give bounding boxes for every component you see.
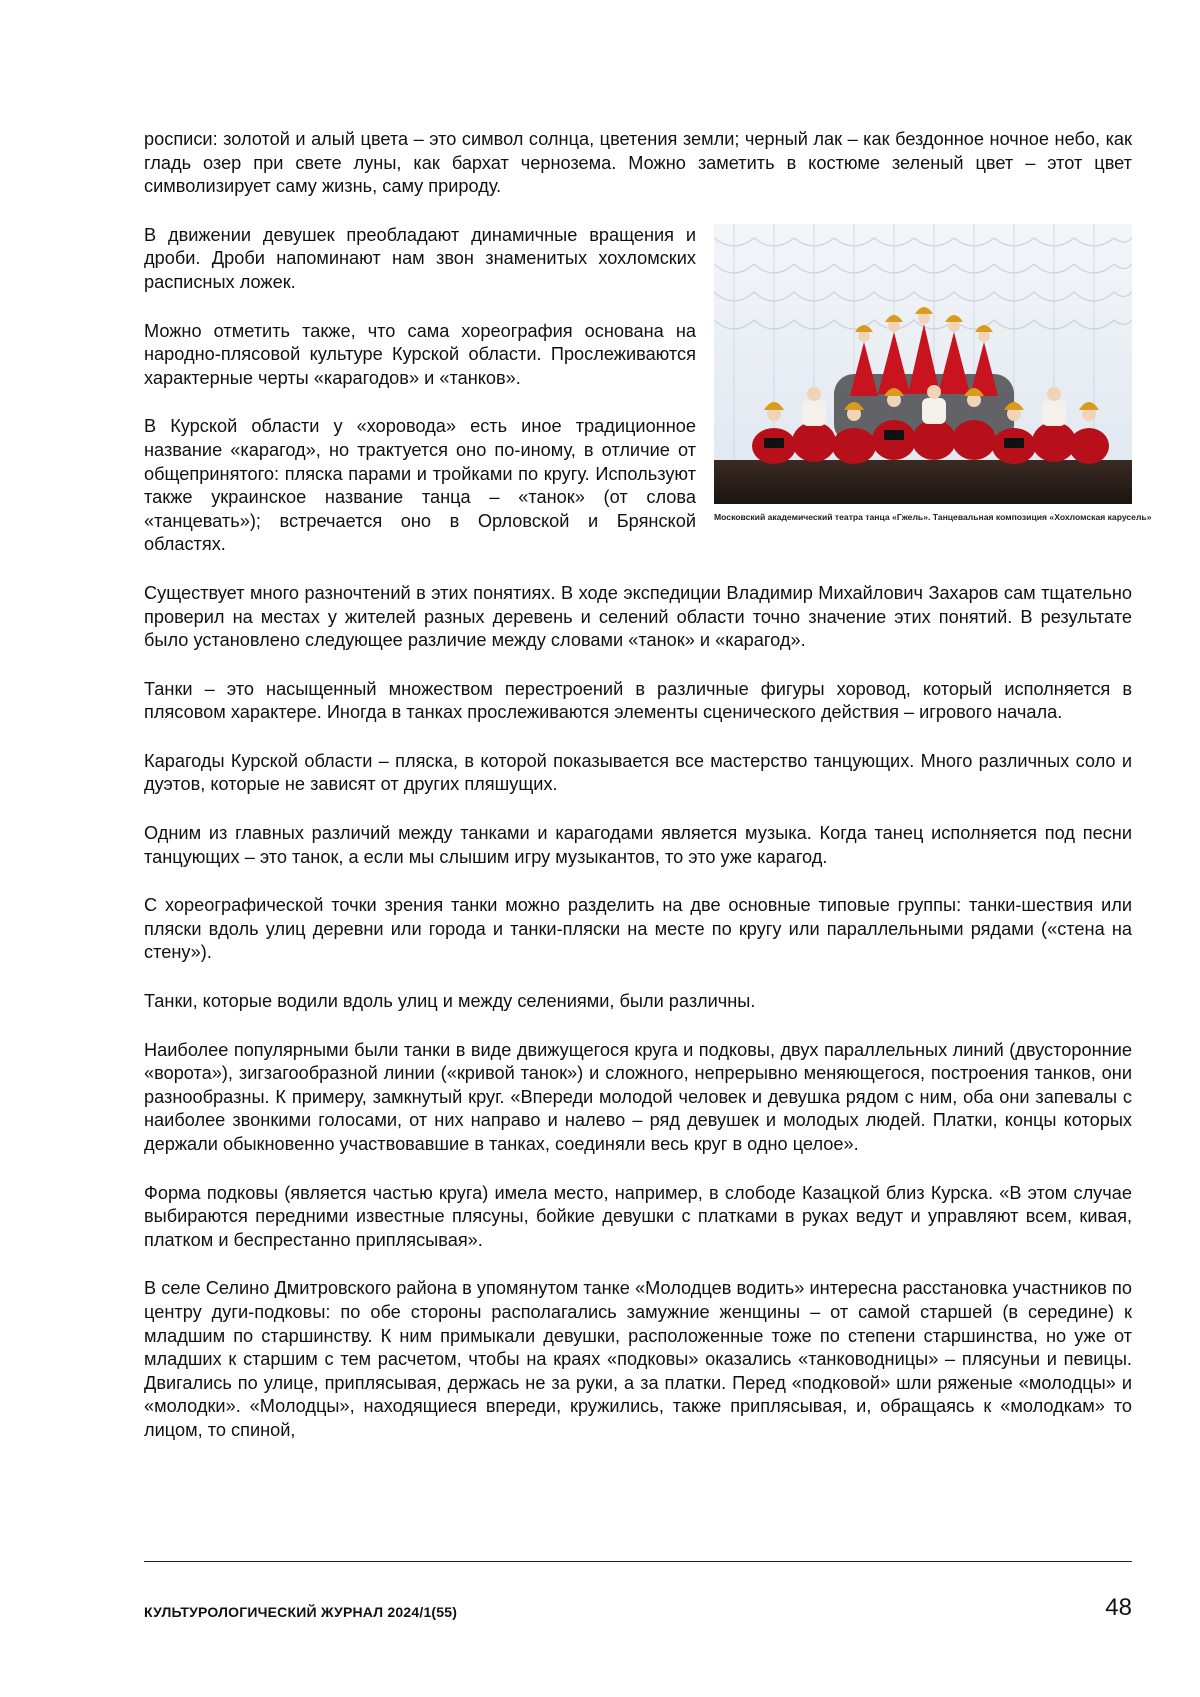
figure-text-block	[144, 224, 1152, 557]
paragraph: В Курской области у «хоровода» есть иное традиционное название «карагод», но трактуется оно по-иному, в отличие от общепринятого: пляска парами и тройками по кругу. Используют также украинское название танца – «танок» (от слова «танцевать»); встречается оно в Орловской и Брянской областях.	[144, 416, 696, 555]
footer-divider	[144, 1561, 1132, 1562]
figure	[714, 224, 1152, 523]
journal-name: КУЛЬТУРОЛОГИЧЕСКИЙ ЖУРНАЛ 2024/1(55)	[144, 1604, 458, 1620]
paragraph: Карагоды Курской области – пляска, в которой показывается все мастерство танцующих. Много различных соло и дуэтов, которые не зависят от других пляшущих.	[144, 750, 1132, 795]
paragraph: росписи: золотой и алый цвета – это символ солнца, цветения земли; черный лак – как бездонное ночное небо, как гладь озер при свете луны, как бархат чернозема. Можно заметить в костюме зеленый цвет – этот цвет символизирует саму жизнь, саму природу.	[144, 129, 1132, 197]
article-body	[144, 128, 1152, 1468]
paragraph: Наиболее популярными были танки в виде движущегося круга и подковы, двух параллельных линий (двусторонние «ворота»), зигзагообразной линии («кривой танок») и сложного, непрерывно меняющегося, построения танков, они разнообразны. К примеру, замкнутый круг. «Впереди молодой человек и девушка рядом с ним, оба они запевалы с наиболее звонкими голосами, от них направо и налево – ряд девушек и молодых людей. Платки, концы которых держали обыкновенно участвовавшие в танках, соединяли весь круг в одно целое».	[144, 1039, 1132, 1154]
paragraph: Танки, которые водили вдоль улиц и между селениями, были различны.	[144, 991, 756, 1012]
dance-ensemble-photo	[714, 224, 1132, 504]
figure-caption: Московский академический театра танца «Гжель». Танцевальная композиция «Хохломская карусель»	[714, 511, 1152, 522]
paragraph: Одним из главных различий между танками и карагодами является музыка. Когда танец исполняется под песни танцующих – это танок, а если мы слышим игру музыкантов, то это уже карагод.	[144, 823, 1132, 867]
page-number: 48	[1105, 1594, 1132, 1621]
paragraph: Форма подковы (является частью круга) имела место, например, в слободе Казацкой близ Курска. «В этом случае выбираются передними известные плясуны, бойкие девушки с платками в руках ведут и управляют всем, кивая, платком и беспрестанно приплясывая».	[144, 1182, 1132, 1250]
paragraph: В движении девушек преобладают динамичные вращения и дроби. Дроби напоминают нам звон знаменитых хохломских расписных ложек.	[144, 224, 696, 292]
paragraph: В селе Селино Дмитровского района в упомянутом танке «Молодцев водить» интересна расстановка участников по центру дуги-подковы: по обе стороны располагались замужние женщины – от самой старшей (в середине) к младшим по старшинству. К ним примыкали девушки, расположенные тоже по степени старшинства, но уже от младших к старшим с тем расчетом, чтобы на краях «подковы» оказались «танководницы» – плясуньи и певицы. Двигались по улице, приплясывая, держась не за руки, а за платки. Перед «подковой» шли ряженые «молодцы» и «молодки». «Молодцы», находящиеся впереди, кружились, также приплясывая, и, обращаясь к «молодкам» то лицом, то спиной,	[144, 1278, 1132, 1440]
paragraph: Существует много разночтений в этих понятиях. В ходе экспедиции Владимир Михайлович Захаров сам тщательно проверил на местах у жителей разных деревень и селений области точно значение этих понятий. В результате было установлено следующее различие между словами «танок» и «карагод».	[144, 582, 1132, 651]
paragraph: С хореографической точки зрения танки можно разделить на две основные типовые группы: танки-шествия или пляски вдоль улиц деревни или города и танки-пляски на месте по кругу или параллельными рядами («стена на стену»).	[144, 895, 1132, 963]
paragraph: Танки – это насыщенный множеством перестроений в различные фигуры хоровод, который исполняется в плясовом характере. Иногда в танках прослеживаются элементы сценического действия – игрового начала.	[144, 678, 1132, 723]
paragraph: Можно отметить также, что сама хореография основана на народно-плясовой культуре Курской области. Прослеживаются характерные черты «карагодов» и «танков».	[144, 320, 696, 388]
